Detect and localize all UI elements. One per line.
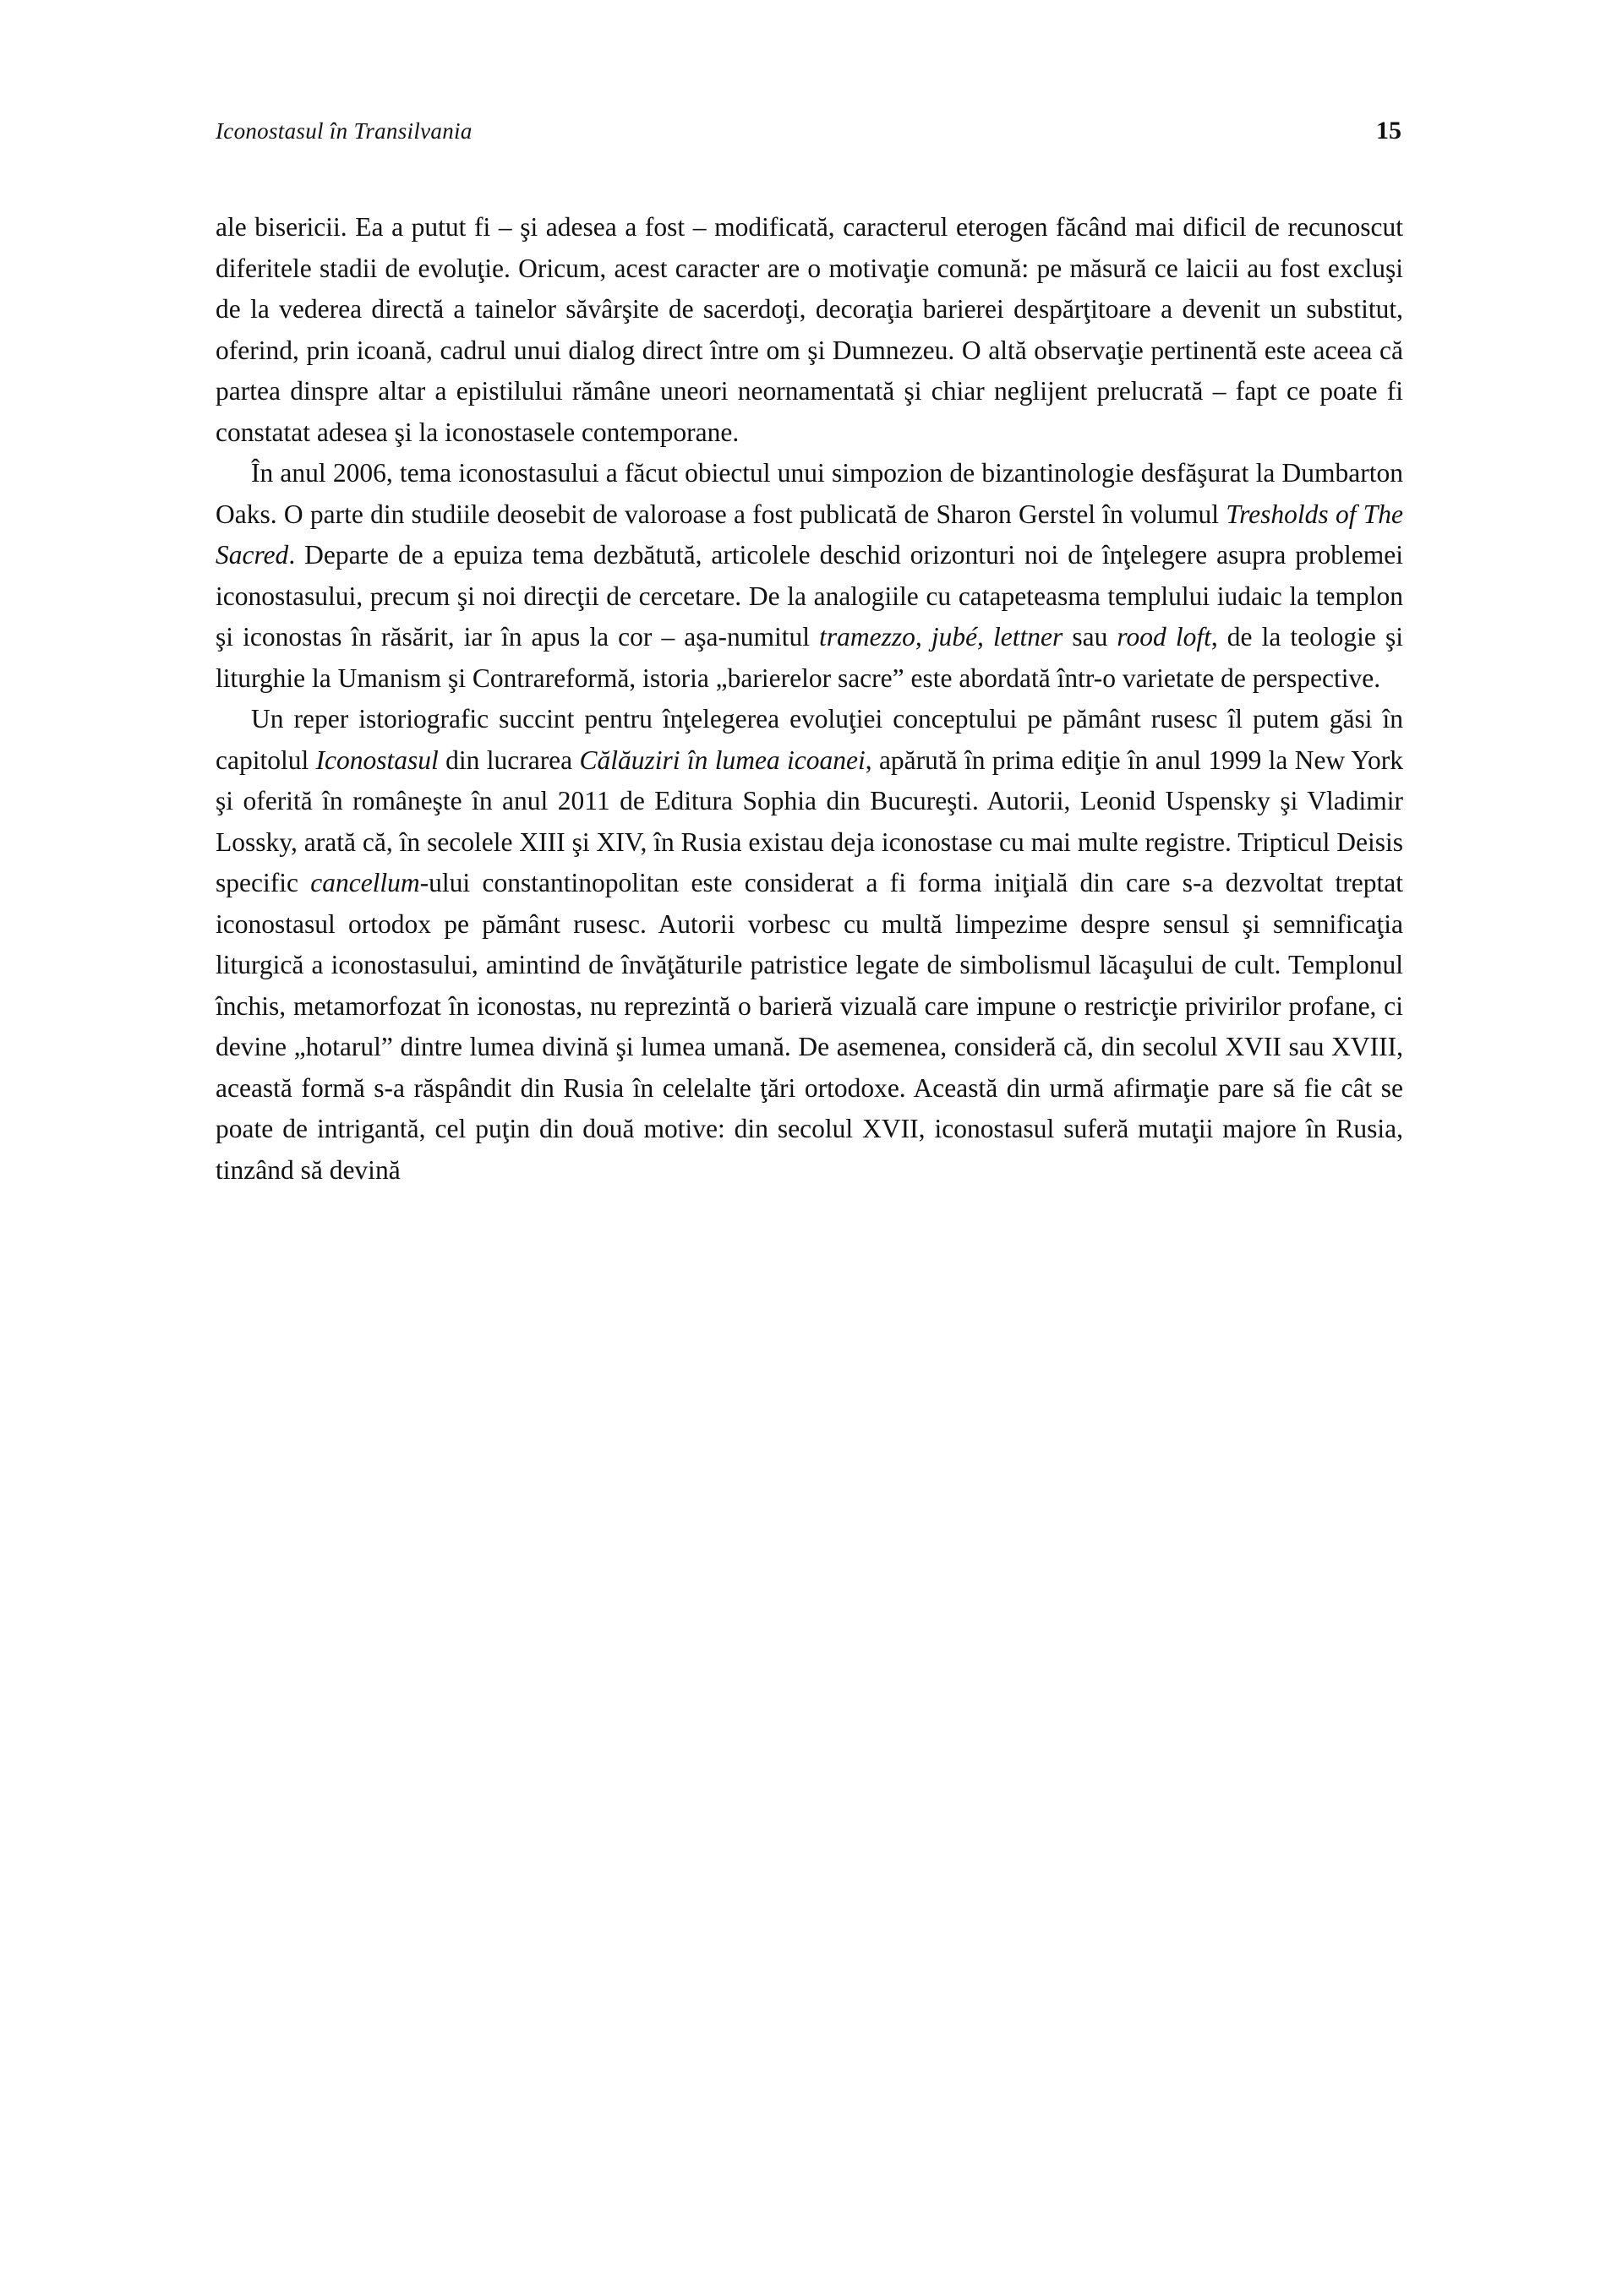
italic-text-run: Călăuziri în lumea icoanei <box>579 744 866 775</box>
text-run: -ului constantinopolitan este considerat a fi forma iniţială din care s-a dezvoltat treptat iconostasul ortodox pe pământ rusesc. Autorii vorbesc cu multă limpezime despre sensul şi semnificaţia liturgică a iconostasului, amintind de învăţăturile patristice legate de simbolismul lăcaşului de cult. Templonul închis, metamorfozat în iconostas, nu reprezintă o barieră vizuală care impune o restricţie privirilor profane, ci devine „hotarul” dintre lumea divină şi lumea umană. De asemenea, consideră că, din secolul XVII sau XVIII, această formă s-a răspândit din Rusia în celelalte ţări ortodoxe. Această din urmă afirmaţie pare să fie cât se poate de intrigantă, cel puţin din două motive: din secolul XVII, iconostasul suferă mutaţii majore în Rusia, tinzând să devină <box>216 868 1403 1185</box>
text-run: . Departe de a epuiza tema dezbătută, articolele deschid orizonturi noi de înţelegere asupra problemei iconostasului, precum şi noi direcţii de cercetare. De la analogiile cu catapeteasma templului iudaic la templon şi iconostas în răsărit, iar în apus la cor – aşa-numitul <box>216 540 1403 652</box>
page-number: 15 <box>1376 117 1401 145</box>
running-title: Iconostasul în Transilvania <box>216 118 473 144</box>
text-run: din lucrarea <box>438 744 580 775</box>
body-text <box>216 207 1403 1191</box>
italic-text-run: Iconostasul <box>315 744 439 775</box>
text-run: Un reper istoriografic succint pentru înţelegerea evoluţiei conceptului pe pământ rusesc îl putem găsi în capitolul <box>216 704 1403 775</box>
paragraph <box>216 699 1403 1191</box>
text-run: ale bisericii. Ea a putut fi – şi adesea a fost – modificată, caracterul eterogen făcând mai dificil de recunoscut diferitele stadii de evoluţie. Oricum, acest caracter are o motivaţie comună: pe măsură ce laicii au fost excluşi de la vederea directă a tainelor săvârşite de sacerdoţi, decoraţia barierei despărţitoare a devenit un substitut, oferind, prin icoană, cadrul unui dialog direct între om şi Dumnezeu. O altă observaţie pertinentă este aceea că partea dinspre altar a epistilului rămâne uneori neornamentată şi chiar neglijent prelucrată – fapt ce poate fi constatat adesea şi la iconostasele contemporane. <box>216 212 1403 447</box>
text-run: , apărută în prima ediţie în anul 1999 la New York şi oferită în româneşte în anul 2011 de Editura Sophia din Bucureşti. Autorii, Leonid Uspensky şi Vladimir Lossky, arată că, în secolele XIII şi XIV, în Rusia existau deja iconostase cu mai multe registre. Tripticul Deisis specific <box>216 744 1403 897</box>
paragraph <box>216 453 1403 699</box>
page-header <box>216 117 1401 150</box>
italic-text-run: tramezzo, jubé, lettner <box>819 622 1063 652</box>
text-run: , de la teologie şi liturghie la Umanism şi Contrareformă, istoria „barierelor sacre” este abordată într-o varietate de perspective. <box>216 622 1403 693</box>
paragraph <box>216 207 1403 453</box>
text-run: sau <box>1063 622 1117 652</box>
italic-text-run: Tresholds of The Sacred <box>216 499 1403 570</box>
italic-text-run: rood loft <box>1117 622 1211 652</box>
text-run: În anul 2006, tema iconostasului a făcut obiectul unui simpozion de bizantinologie desfăşurat la Dumbarton Oaks. O parte din studiile deosebit de valoroase a fost publicată de Sharon Gerstel în volumul <box>216 458 1403 529</box>
italic-text-run: cancellum <box>310 868 420 897</box>
